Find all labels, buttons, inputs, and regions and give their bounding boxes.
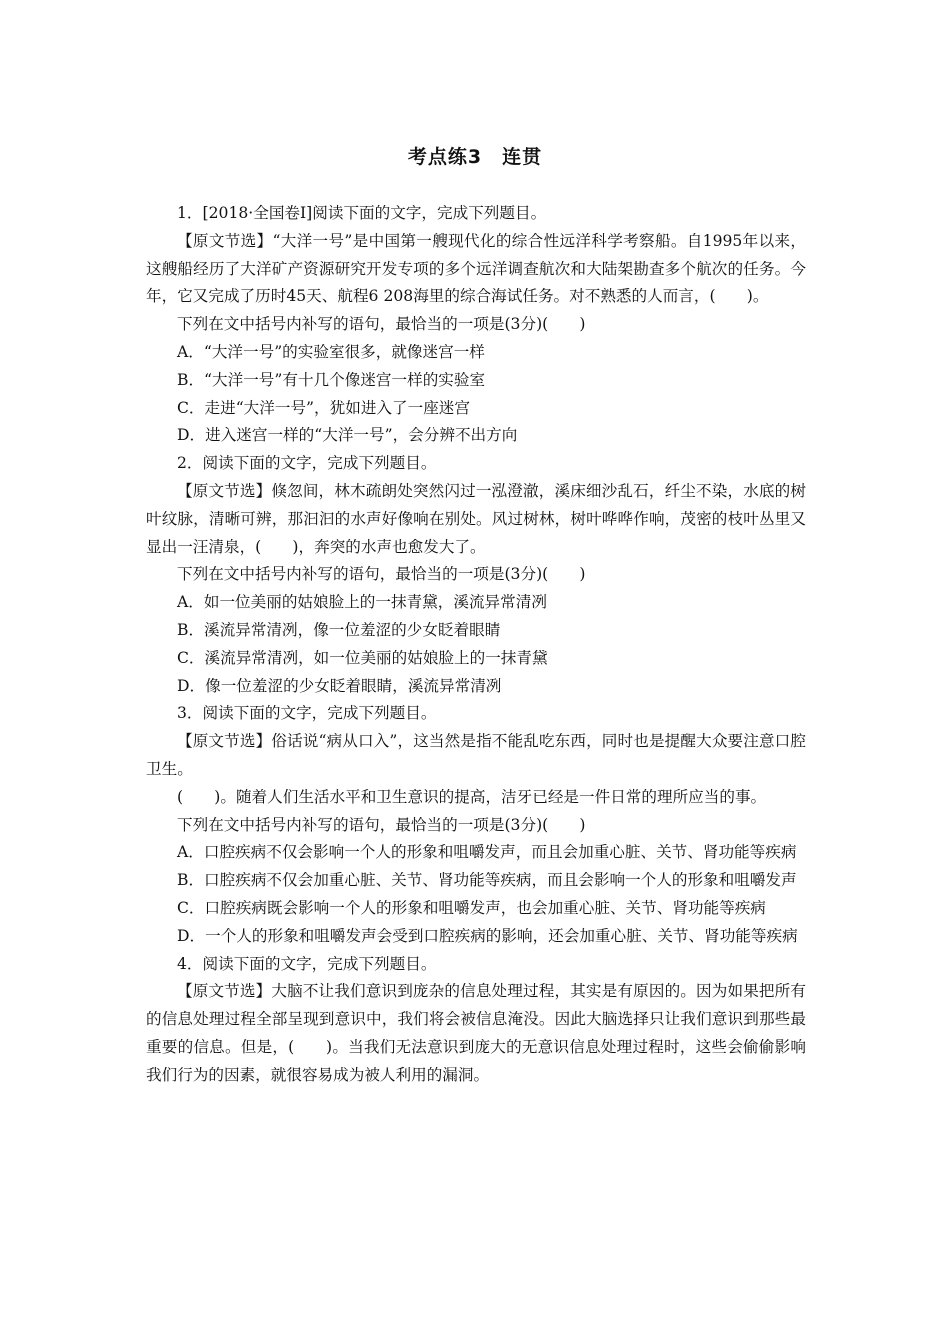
question-3-option-c: C．口腔疾病既会影响一个人的形象和咀嚼发声，也会加重心脏、关节、肾功能等疾病	[177, 898, 766, 917]
question-4-passage: 【原文节选】大脑不让我们意识到庞杂的信息处理过程，其实是有原因的。因为如果把所有的信息处理过程全部呈现到意识中，我们将会被信息淹没。因此大脑选择只让我们意识到那些最重要的信息。但是，( )。当我们无法意识到庞大的无意识信息处理过程时，这些会偷偷影响我们行为的因素，就很容易成为被人利用的漏洞。	[146, 982, 806, 1084]
question-2-option-b: B．溪流异常清冽，像一位羞涩的少女眨着眼睛	[177, 620, 501, 639]
question-2-option-d: D．像一位羞涩的少女眨着眼睛，溪流异常清冽	[177, 676, 502, 695]
document-body	[146, 200, 806, 1090]
question-2-option-c: C．溪流异常清冽，如一位美丽的姑娘脸上的一抹青黛	[177, 648, 548, 667]
page-title: 考点练3 连贯	[407, 146, 543, 168]
question-1-prompt: 下列在文中括号内补写的语句，最恰当的一项是(3分)( )	[177, 315, 586, 334]
question-2-prompt: 下列在文中括号内补写的语句，最恰当的一项是(3分)( )	[177, 565, 586, 584]
question-2-option-a: A．如一位美丽的姑娘脸上的一抹青黛，溪流异常清冽	[177, 593, 547, 612]
question-1-option-b: B．“大洋一号”有十几个像迷宫一样的实验室	[177, 370, 486, 389]
question-3-option-a: A．口腔疾病不仅会影响一个人的形象和咀嚼发声，而且会加重心脏、关节、肾功能等疾病	[177, 843, 797, 862]
question-3-stem: 3．阅读下面的文字，完成下列题目。	[177, 704, 437, 723]
question-4-stem: 4．阅读下面的文字，完成下列题目。	[177, 954, 437, 973]
question-1-option-a: A．“大洋一号”的实验室很多，就像迷宫一样	[177, 342, 485, 361]
question-1-option-c: C．走进“大洋一号”，犹如进入了一座迷宫	[177, 398, 470, 417]
question-3-passage: 【原文节选】俗话说“病从口入”，这当然是指不能乱吃东西，同时也是提醒大众要注意口腔卫生。	[146, 732, 806, 778]
question-3-option-b: B．口腔疾病不仅会加重心脏、关节、肾功能等疾病，而且会影响一个人的形象和咀嚼发声	[177, 871, 797, 890]
question-1-stem: 1．[2018·全国卷Ⅰ]阅读下面的文字，完成下列题目。	[177, 204, 547, 222]
question-3-option-d: D．一个人的形象和咀嚼发声会受到口腔疾病的影响，还会加重心脏、关节、肾功能等疾病	[177, 926, 798, 945]
question-1-option-d: D．进入迷宫一样的“大洋一号”，会分辨不出方向	[177, 426, 518, 445]
question-2-passage: 【原文节选】倏忽间，林木疏朗处突然闪过一泓澄澈，溪床细沙乱石，纤尘不染，水底的树叶纹脉，清晰可辨，那汩汩的水声好像响在别处。风过树林，树叶哗哗作响，茂密的枝叶丛里又显出一汪清泉，( )，奔突的水声也愈发大了。	[146, 481, 806, 556]
question-3-passage-continued: ( )。随着人们生活水平和卫生意识的提高，洁牙已经是一件日常的理所应当的事。	[177, 787, 767, 806]
question-1-passage: 【原文节选】“大洋一号”是中国第一艘现代化的综合性远洋科学考察船。自1995年以来，这艘船经历了大洋矿产资源研究开发专项的多个远洋调查航次和大陆架勘查多个航次的任务。今年，它又完成了历时45天、航程6 208海里的综合海试任务。对不熟悉的人而言，( )。	[146, 231, 806, 306]
question-3-prompt: 下列在文中括号内补写的语句，最恰当的一项是(3分)( )	[177, 815, 586, 834]
question-2-stem: 2．阅读下面的文字，完成下列题目。	[177, 454, 437, 473]
